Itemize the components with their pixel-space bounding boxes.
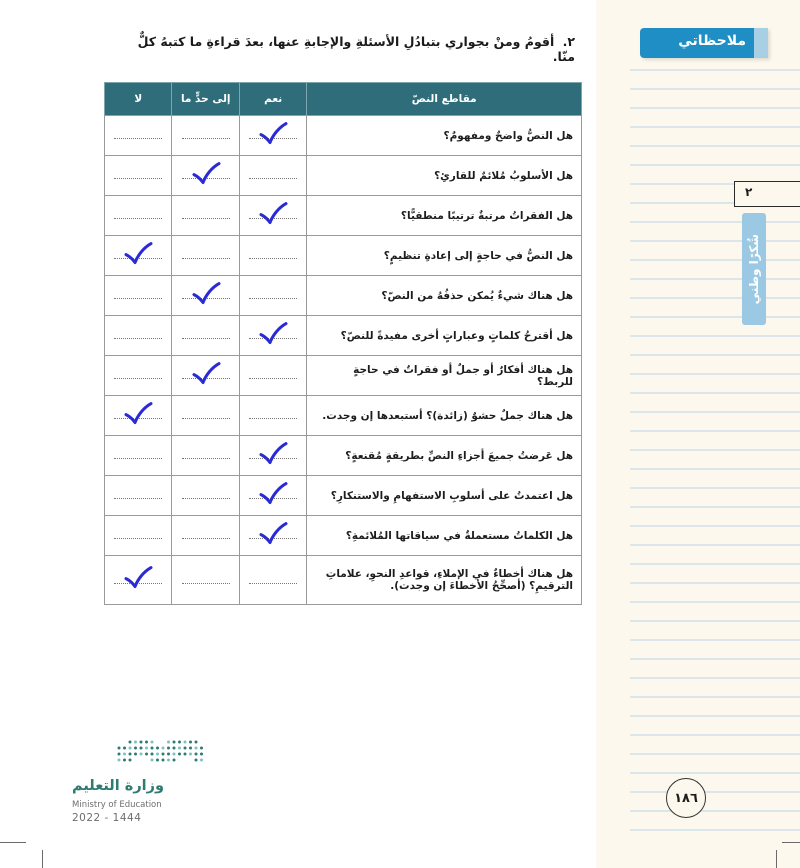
answer-cell-no[interactable]	[105, 516, 172, 556]
answer-cell-somewhat[interactable]	[172, 196, 239, 236]
dotted-answer-line	[249, 172, 297, 179]
emblem-dot	[162, 759, 165, 762]
checkmark-icon	[258, 441, 288, 465]
emblem-dot	[156, 747, 159, 750]
table-row	[105, 196, 582, 236]
dotted-answer-line	[182, 212, 230, 219]
question-cell: هل الفقراتُ مرتبةٌ ترتيبًا منطقيًّا؟	[307, 196, 582, 236]
notes-title-tab	[640, 28, 768, 58]
dotted-answer-line	[114, 452, 162, 459]
table-row	[105, 476, 582, 516]
answer-cell-yes[interactable]	[239, 356, 306, 396]
emblem-dot	[123, 759, 126, 762]
dotted-answer-line	[114, 212, 162, 219]
unit-number: ٢	[745, 185, 753, 199]
dotted-answer-line	[249, 372, 297, 379]
checkmark-icon	[258, 321, 288, 345]
answer-cell-no[interactable]	[105, 556, 172, 605]
unit-title: شُكرًا وطني	[747, 233, 761, 305]
emblem-dot	[145, 741, 148, 744]
dotted-answer-line	[182, 252, 230, 259]
table-header-row	[105, 83, 582, 116]
emblem-dot	[200, 747, 203, 750]
emblem-dot	[178, 747, 181, 750]
crop-mark	[0, 842, 26, 843]
emblem-dot	[184, 741, 187, 744]
checkmark-icon	[123, 566, 153, 590]
emblem-dot	[200, 759, 203, 762]
notes-panel	[596, 0, 800, 868]
answer-cell-somewhat[interactable]	[172, 476, 239, 516]
exercise-heading	[120, 34, 575, 64]
dotted-answer-line	[182, 577, 230, 584]
question-cell: هل النصُّ واضحٌ ومفهومٌ؟	[307, 116, 582, 156]
dotted-answer-line	[182, 452, 230, 459]
emblem-dot	[156, 759, 159, 762]
checkmark-icon	[191, 281, 221, 305]
dotted-answer-line	[182, 412, 230, 419]
question-cell: هل هناك أفكارٌ أو جملٌ أو فقراتٌ في حاجةٍ للربط؟	[307, 356, 582, 396]
ministry-logo	[72, 738, 222, 828]
answer-cell-yes[interactable]	[239, 396, 306, 436]
answer-cell-yes[interactable]	[239, 236, 306, 276]
emblem-dot	[134, 753, 137, 756]
header-no: لا	[105, 83, 172, 116]
emblem-dot	[129, 747, 132, 750]
emblem-dot	[195, 747, 198, 750]
emblem-dot	[129, 753, 132, 756]
emblem-dot	[178, 753, 181, 756]
emblem-dot	[118, 759, 121, 762]
dotted-answer-line	[114, 332, 162, 339]
answer-cell-no[interactable]	[105, 116, 172, 156]
emblem-dot	[118, 747, 121, 750]
table-row	[105, 516, 582, 556]
answer-cell-no[interactable]	[105, 316, 172, 356]
notes-ruling	[596, 0, 800, 868]
answer-cell-somewhat[interactable]	[172, 556, 239, 605]
emblem-dot	[156, 753, 159, 756]
checkmark-icon	[123, 401, 153, 425]
dotted-answer-line	[182, 332, 230, 339]
dotted-answer-line	[114, 292, 162, 299]
tab-shade	[754, 28, 768, 58]
answer-cell-yes[interactable]	[239, 516, 306, 556]
emblem-dot	[134, 741, 137, 744]
checkmark-icon	[258, 201, 288, 225]
answer-cell-yes[interactable]	[239, 156, 306, 196]
emblem-dot	[189, 741, 192, 744]
emblem-dot	[140, 741, 143, 744]
table-row	[105, 436, 582, 476]
question-cell: هل اعتمدتُ على أسلوبِ الاستفهامِ والاستنكارِ؟	[307, 476, 582, 516]
emblem-dot	[145, 753, 148, 756]
emblem-dot	[173, 759, 176, 762]
answer-cell-no[interactable]	[105, 356, 172, 396]
table-row	[105, 276, 582, 316]
emblem-dot	[129, 741, 132, 744]
table-row	[105, 116, 582, 156]
page-number: ١٨٦	[666, 778, 706, 818]
question-cell: هل أقترحُ كلماتٍ وعباراتٍ أخرى مفيدةً للنصّ؟	[307, 316, 582, 356]
table-row	[105, 316, 582, 356]
notes-title: ملاحظاتي	[678, 33, 746, 49]
emblem-dot	[167, 741, 170, 744]
answer-cell-somewhat[interactable]	[172, 236, 239, 276]
dotted-answer-line	[249, 292, 297, 299]
answer-cell-yes[interactable]	[239, 476, 306, 516]
emblem-dot	[189, 747, 192, 750]
checkmark-icon	[258, 521, 288, 545]
answer-cell-yes[interactable]	[239, 116, 306, 156]
answer-cell-no[interactable]	[105, 156, 172, 196]
unit-title-label	[742, 213, 766, 325]
answer-cell-somewhat[interactable]	[172, 356, 239, 396]
dotted-answer-line	[182, 492, 230, 499]
question-cell: هل النصُّ في حاجةٍ إلى إعادةِ تنظيمٍ؟	[307, 236, 582, 276]
answer-cell-somewhat[interactable]	[172, 516, 239, 556]
emblem-dot	[167, 759, 170, 762]
answer-cell-no[interactable]	[105, 396, 172, 436]
checkmark-icon	[191, 161, 221, 185]
emblem-dot	[195, 741, 198, 744]
answer-cell-no[interactable]	[105, 276, 172, 316]
answer-cell-no[interactable]	[105, 476, 172, 516]
dotted-answer-line	[249, 252, 297, 259]
dotted-answer-line	[249, 412, 297, 419]
dotted-answer-line	[114, 492, 162, 499]
answer-cell-somewhat[interactable]	[172, 316, 239, 356]
answer-cell-yes[interactable]	[239, 316, 306, 356]
emblem-dot	[178, 741, 181, 744]
emblem-dot	[151, 753, 154, 756]
crop-mark	[776, 850, 777, 868]
emblem-dot	[173, 741, 176, 744]
question-cell: هل الأسلوبُ مُلائمٌ للقارئِ؟	[307, 156, 582, 196]
question-cell: هل عَرضتُ جميعَ أجزاءِ النصِّ بطريقةٍ مُقنعةٍ؟	[307, 436, 582, 476]
exercise-number: ٢.	[562, 34, 575, 49]
answer-cell-no[interactable]	[105, 236, 172, 276]
answer-cell-somewhat[interactable]	[172, 396, 239, 436]
emblem-dot	[200, 753, 203, 756]
answer-cell-yes[interactable]	[239, 436, 306, 476]
emblem-dot	[167, 747, 170, 750]
emblem-dot	[173, 747, 176, 750]
checkmark-icon	[258, 481, 288, 505]
emblem-dot	[140, 753, 143, 756]
table-row	[105, 156, 582, 196]
emblem-dot	[162, 753, 165, 756]
self-evaluation-table	[104, 82, 582, 605]
question-cell: هل الكلماتُ مستعملةٌ في سياقاتها المُلائمةِ؟	[307, 516, 582, 556]
dotted-answer-line	[114, 372, 162, 379]
header-somewhat: إلى حدٍّ ما	[172, 83, 239, 116]
question-cell: هل هناك أخطاءٌ في الإملاءِ، قواعدِ النحوِ، علاماتِ الترقيمِ؟ (أصحِّحُ الأخطاءَ إن وجدت).	[307, 556, 582, 605]
header-yes: نعم	[239, 83, 306, 116]
emblem-dot	[189, 753, 192, 756]
answer-cell-no[interactable]	[105, 436, 172, 476]
answer-cell-yes[interactable]	[239, 196, 306, 236]
emblem-dot	[118, 753, 121, 756]
dotted-answer-line	[114, 172, 162, 179]
checkmark-icon	[191, 361, 221, 385]
emblem-dot	[134, 747, 137, 750]
dotted-answer-line	[249, 577, 297, 584]
dotted-answer-line	[114, 132, 162, 139]
exercise-instruction: أقومُ ومنْ بجواري بتبادُلِ الأسئلةِ والإجابةِ عنها، بعدَ قراءةِ ما كتبهُ كلٌّ منّا.	[137, 34, 575, 64]
answer-cell-somewhat[interactable]	[172, 116, 239, 156]
emblem-dot	[140, 747, 143, 750]
checkmark-icon	[258, 121, 288, 145]
question-cell: هل هناك جملٌ حشوٌ (زائدة)؟ أستبعدها إن وجدت.	[307, 396, 582, 436]
question-cell: هل هناك شيءٌ يُمكن حذفُهُ من النصّ؟	[307, 276, 582, 316]
dotted-answer-line	[182, 132, 230, 139]
crop-mark	[782, 842, 800, 843]
ministry-name-english: Ministry of Education	[72, 800, 162, 810]
checkmark-icon	[123, 241, 153, 265]
emblem-dot	[184, 753, 187, 756]
emblem-dot	[129, 759, 132, 762]
ministry-dots-emblem	[116, 738, 206, 766]
answer-cell-yes[interactable]	[239, 556, 306, 605]
emblem-dot	[145, 747, 148, 750]
answer-cell-no[interactable]	[105, 196, 172, 236]
emblem-dot	[195, 753, 198, 756]
emblem-dot	[151, 759, 154, 762]
unit-number-box	[734, 181, 800, 207]
emblem-dot	[173, 753, 176, 756]
table-row	[105, 396, 582, 436]
table-row	[105, 236, 582, 276]
answer-cell-yes[interactable]	[239, 276, 306, 316]
header-question: مقاطع النصّ	[307, 83, 582, 116]
dotted-answer-line	[182, 532, 230, 539]
answer-cell-somewhat[interactable]	[172, 436, 239, 476]
ministry-name-arabic: وزارة التعليم	[72, 778, 165, 794]
emblem-dot	[123, 753, 126, 756]
dotted-answer-line	[114, 532, 162, 539]
emblem-dot	[167, 753, 170, 756]
emblem-dot	[184, 747, 187, 750]
answer-cell-somewhat[interactable]	[172, 156, 239, 196]
crop-mark	[42, 850, 43, 868]
emblem-dot	[151, 741, 154, 744]
emblem-dot	[151, 747, 154, 750]
table-row	[105, 556, 582, 605]
emblem-dot	[123, 747, 126, 750]
edition-year: 2022 - 1444	[72, 812, 142, 824]
emblem-dot	[162, 747, 165, 750]
answer-cell-somewhat[interactable]	[172, 276, 239, 316]
table-row	[105, 356, 582, 396]
emblem-dot	[195, 759, 198, 762]
